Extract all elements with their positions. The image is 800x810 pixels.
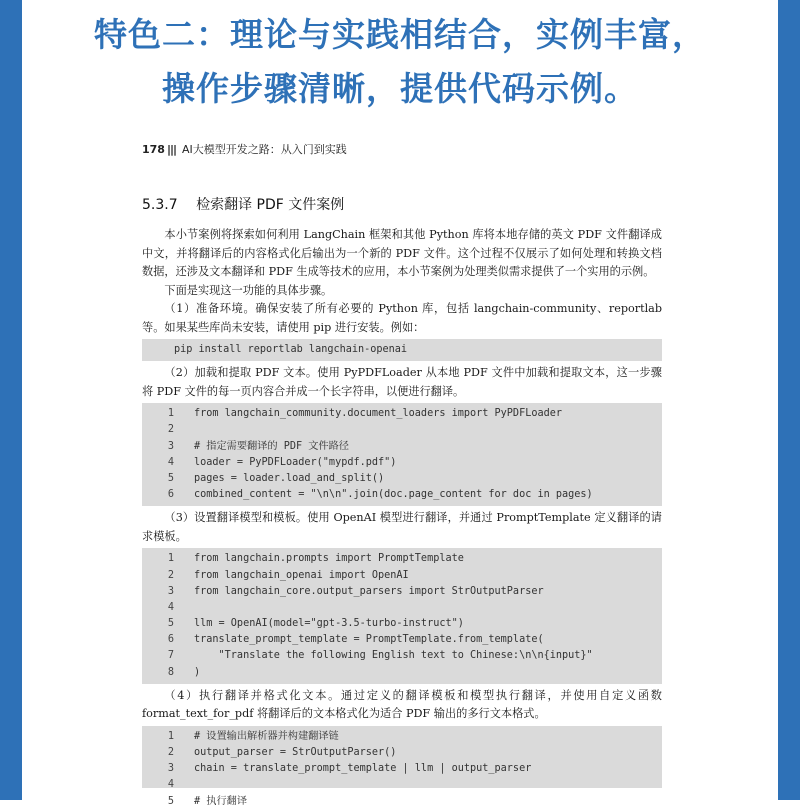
line-number: 4 [167,601,174,613]
code-line [142,745,662,761]
code-line [142,648,662,664]
line-number: 7 [167,650,174,662]
line-number: 5 [167,795,174,807]
code-text: ) [194,666,201,678]
code-line [142,794,662,810]
code-text: translate_prompt_template = PromptTemplate.from_template( [194,634,544,646]
code-line [142,439,662,455]
code-text: from langchain_community.document_loaders import PyPDFLoader [194,408,563,420]
code-text: output_parser = StrOutputParser() [194,747,397,758]
code-line [142,422,662,438]
line-number: 3 [167,440,174,452]
feature-banner [22,0,778,118]
line-number: 1 [167,553,174,565]
line-number: 1 [167,408,174,420]
code-line: pip install reportlab langchain-openai [174,344,408,355]
code-line [142,600,662,616]
line-number: 6 [167,489,174,501]
code-line [142,406,662,422]
step2-paragraph: （2）加载和提取 PDF 文本。使用 PyPDFLoader 从本地 PDF 文件中加载和提取文本，这一步骤将 PDF 文件的每一页内容合并成一个长字符串，以便进行翻译。 [142,366,662,398]
code-text: "Translate the following English text to Chinese:\n\n{input}" [194,650,593,662]
line-number: 2 [167,424,174,436]
line-number: 1 [167,730,174,742]
code-text: # 指定需要翻译的 PDF 文件路径 [194,440,349,452]
code-text: loader = PyPDFLoader("mypdf.pdf") [194,456,397,468]
code-text: llm = OpenAI(model="gpt-3.5-turbo-instruct") [194,618,464,630]
code-line [142,487,662,503]
running-header [142,140,662,158]
code-line [142,777,662,793]
line-number: 3 [167,585,174,597]
banner-line-1: 特色二：理论与实践相结合，实例丰富， [94,15,706,54]
code-text: from langchain.prompts import PromptTemplate [194,553,464,565]
header-separator: ||| [166,142,177,156]
code-text: chain = translate_prompt_template | llm | output_parser [194,763,532,775]
code-text: # 设置输出解析器并构建翻译链 [194,730,339,742]
line-number: 8 [167,666,174,678]
step1-paragraph: （1）准备环境。确保安装了所有必要的 Python 库，包括 langchain-community、reportlab 等。如果某些库尚未安装，请使用 pip 进行安装。例如： [142,302,662,334]
code-line [142,761,662,777]
code-block-translate-model [142,548,662,684]
code-line [142,729,662,745]
code-text: from langchain_openai import OpenAI [194,569,409,581]
code-text: pages = loader.load_and_split() [194,472,385,484]
step3-paragraph: （3）设置翻译模型和模板。使用 OpenAI 模型进行翻译，并通过 PromptTemplate 定义翻译的请求模板。 [142,511,662,543]
section-number: 5.3.7 [142,197,178,213]
line-number: 5 [167,618,174,630]
code-line [142,455,662,471]
intro-paragraph: 本小节案例将探索如何利用 LangChain 框架和其他 Python 库将本地存储的英文 PDF 文件翻译成中文，并将翻译后的内容格式化后输出为一个新的 PDF 文件。这个过程不仅展示了如何处理和转换文档数据，还涉及文本翻译和 PDF 生成等技术的应用，本小节案例为处理类似需求提供了一个实用的示例。 [142,228,662,278]
section-heading [142,194,662,216]
line-number: 2 [167,569,174,581]
code-text: # 执行翻译 [194,795,248,807]
code-line [142,632,662,648]
line-number: 4 [167,779,174,791]
code-block-translate-chain [142,726,662,807]
code-text: combined_content = "\n\n".join(doc.page_content for doc in pages) [194,489,593,501]
code-line [142,616,662,632]
line-number: 4 [167,456,174,468]
steps-lead-paragraph: 下面是实现这一功能的具体步骤。 [164,283,333,297]
code-line [142,665,662,681]
code-block-install [142,339,662,361]
book-title: AI大模型开发之路：从入门到实践 [182,143,347,156]
banner-line-2: 操作步骤清晰，提供代码示例。 [162,69,638,108]
code-line [142,471,662,487]
book-page [142,140,662,807]
code-line [142,551,662,567]
code-text: from langchain_core.output_parsers import StrOutputParser [194,585,544,597]
page-number: 178 [142,142,165,156]
line-number: 3 [167,763,174,775]
code-line [142,568,662,584]
line-number: 5 [167,472,174,484]
code-line [142,584,662,600]
code-block-load-pdf [142,403,662,506]
section-title: 检索翻译 PDF 文件案例 [196,197,345,213]
line-number: 2 [167,747,174,758]
step4-paragraph: （4）执行翻译并格式化文本。通过定义的翻译模板和模型执行翻译，并使用自定义函数 format_text_for_pdf 将翻译后的文本格式化为适合 PDF 输出的多行文本格式。 [142,688,662,721]
line-number: 6 [167,634,174,646]
